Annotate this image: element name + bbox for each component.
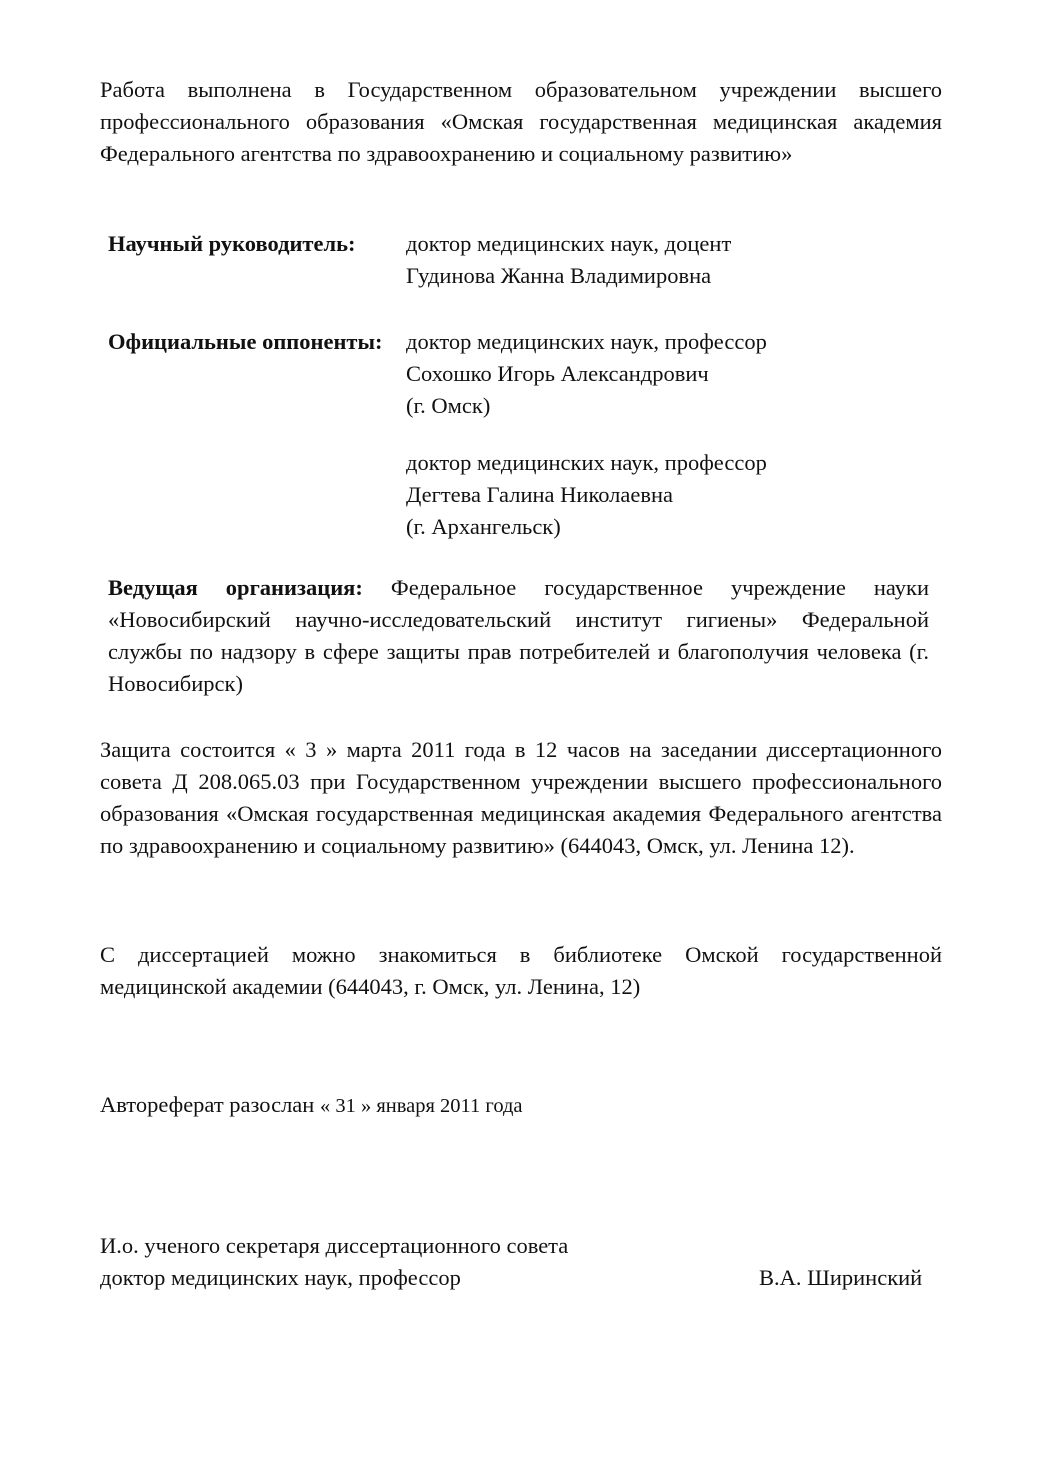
- supervisor-label: Научный руководитель:: [108, 231, 356, 256]
- leading-organization-label: Ведущая организация:: [108, 575, 363, 600]
- signature-name: В.А. Ширинский: [759, 1265, 923, 1290]
- supervisor-details: [406, 228, 731, 292]
- abstract-sent-prefix: Автореферат разослан: [100, 1092, 315, 1117]
- opponent-second-degree: доктор медицинских наук, профессор: [406, 450, 767, 475]
- supervisor-degree: доктор медицинских наук, доцент: [406, 231, 732, 256]
- signature-degree: доктор медицинских наук, профессор: [100, 1265, 461, 1290]
- opponent-first-degree: доктор медицинских наук, профессор: [406, 329, 767, 354]
- opponent-first-city: (г. Омск): [406, 393, 491, 418]
- abstract-sent-line: [100, 1089, 523, 1122]
- intro-paragraph: Работа выполнена в Государственном образовательном учреждении высшего профессионального образования «Омская государственная медицинская академия Федерального агентства по здравоохранению и социальному развитию»: [100, 77, 942, 166]
- signature-title: И.о. ученого секретаря диссертационного совета: [100, 1233, 569, 1258]
- opponent-second-name: Дегтева Галина Николаевна: [406, 482, 674, 507]
- leading-organization-text: Федеральное государственное учреждение науки «Новосибирский научно-исследовательский институт гигиены» Федеральной службы по надзору в сфере защиты прав потребителей и благополучия человека (г. Новосибирск): [108, 575, 929, 696]
- library-paragraph: С диссертацией можно знакомиться в библиотеке Омской государственной медицинской академии (644043, г. Омск, ул. Ленина, 12): [100, 942, 942, 999]
- leading-organization: [108, 572, 929, 700]
- defense-paragraph: Защита состоится « 3 » марта 2011 года в 12 часов на заседании диссертационного совета Д 208.065.03 при Государственном учреждении высшего профессионального образования «Омская государственная медицинская академия Федерального агентства по здравоохранению и социальному развитию» (644043, Омск, ул. Ленина 12).: [100, 737, 942, 858]
- opponents-label: Официальные оппоненты:: [108, 329, 383, 354]
- opponent-first-name: Сохошко Игорь Александрович: [406, 361, 709, 386]
- opponent-second-city: (г. Архангельск): [406, 514, 561, 539]
- opponent-second: [406, 447, 767, 543]
- abstract-sent-date: « 31 » января 2011 года: [319, 1095, 523, 1117]
- supervisor-name: Гудинова Жанна Владимировна: [406, 263, 712, 288]
- opponent-first: [406, 326, 767, 422]
